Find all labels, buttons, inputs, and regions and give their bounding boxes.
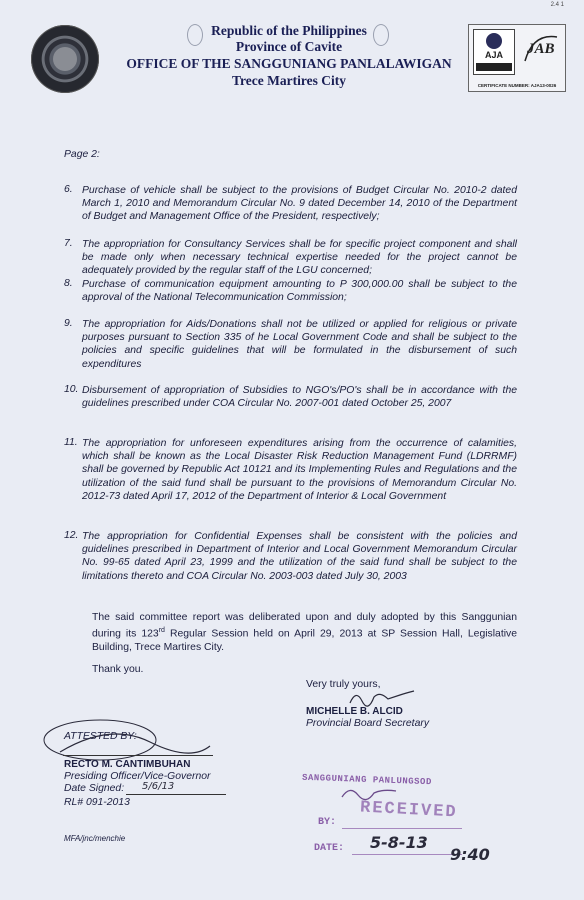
attested-signature-line bbox=[63, 755, 213, 756]
corner-mark: 2.4 1 bbox=[550, 2, 564, 8]
attested-title: Presiding Officer/Vice-Governor bbox=[64, 771, 211, 782]
stamp-by-label: BY: bbox=[318, 817, 337, 828]
closing-paragraph bbox=[64, 611, 517, 654]
item-number: 10. bbox=[64, 384, 79, 395]
thank-you: Thank you. bbox=[92, 664, 144, 675]
item-number: 12. bbox=[64, 530, 79, 541]
initials: MFA/jnc/menchie bbox=[64, 834, 126, 843]
jab-logo-icon bbox=[519, 31, 561, 69]
attested-name: RECTO M. CANTIMBUHAN bbox=[64, 759, 191, 770]
jab-label: JAB bbox=[527, 41, 555, 57]
item-number: 6. bbox=[64, 184, 73, 195]
stamp-date-label: DATE: bbox=[314, 843, 345, 854]
item-text: The appropriation for Aids/Donations shall not be utilized or applied for religious or private purposes pursuant to Section 335 of he Local Government Code and shall be subject to the policies and specific guidelines that will be formulated in the disbursement of such expenditures bbox=[82, 319, 517, 370]
closing-ordinal-suffix: rd bbox=[158, 627, 165, 635]
certification-badge bbox=[468, 24, 566, 92]
closing-part2: Regular Session held on April 29, 2013 at SP Session Hall, Legislative Building, Trece Martires City. bbox=[92, 628, 517, 653]
aja-label: AJA bbox=[484, 50, 503, 60]
header-republic: Republic of the Philippines bbox=[211, 23, 367, 38]
item-text: Disbursement of appropriation of Subsidies to NGO's/PO's shall be in accordance with the guidelines prescribed under COA Circular No. 2007-001 dated October 25, 2007 bbox=[82, 385, 517, 410]
item-text: The appropriation for Consultancy Services shall be for specific project component and shall be made only when necessary technical expertise needed for the project cannot be adequately provided by the regular staff of the LGU concerned; bbox=[82, 239, 517, 277]
closing-part1: The said committee report was deliberated upon and duly adopted by this Sanggunian during its 123 bbox=[92, 612, 517, 640]
provincial-seal-icon bbox=[31, 25, 99, 93]
attested-label: ATTESTED BY: bbox=[64, 731, 137, 742]
signatory-title: Provincial Board Secretary bbox=[306, 718, 430, 729]
header-office: OFFICE OF THE SANGGUNIANG PANLALAWIGAN bbox=[126, 56, 452, 71]
item-text: The appropriation for Confidential Expenses shall be consistent with the policies and guidelines prescribed in Department of Interior and Local Government Memorandum Circular No. 99-65 dated April 23, 1999 and the utilization of the said fund shall be subject to the limitations thereto and COA Circular No. 2003-003 dated July 30, 2003 bbox=[82, 531, 517, 582]
date-signed-value: 5/6/13 bbox=[142, 781, 175, 792]
header-province: Province of Cavite bbox=[235, 39, 343, 54]
item-number: 9. bbox=[64, 318, 73, 329]
closing-salutation: Very truly yours, bbox=[306, 679, 381, 690]
stamp-time-value: 9:40 bbox=[450, 845, 490, 864]
page-label: Page 2: bbox=[64, 149, 100, 160]
received-stamp bbox=[290, 772, 500, 870]
letterhead bbox=[110, 22, 468, 89]
certificate-number: CERTIFICATE NUMBER: AJA13-0026 bbox=[477, 83, 557, 88]
stamp-received: RECEIVED bbox=[359, 798, 459, 823]
item-number: 7. bbox=[64, 238, 73, 249]
stamp-office: SANGGUNIANG PANLUNGSOD bbox=[301, 772, 432, 788]
item-text: The appropriation for unforeseen expenditures arising from the occurrence of calamities, which shall be known as the Local Disaster Risk Reduction Management Fund (LDRRMF) shall be governed by Republic Act 10121 and its Implementing Rules and Regulations and the utilization of the said fund shall be pursuant to the provisions of Memorandum Circular No. 2012-73 dated April 17, 2012 of the Department of Interior & Local Government bbox=[82, 438, 517, 502]
rl-number: RL# 091-2013 bbox=[64, 797, 130, 808]
item-number: 8. bbox=[64, 278, 73, 289]
date-signed-line bbox=[126, 794, 226, 795]
aja-logo-icon bbox=[473, 29, 515, 75]
header-city: Trece Martires City bbox=[232, 73, 346, 88]
item-text: Purchase of communication equipment amounting to P 300,000.00 shall be subject to the approval of the National Telecommunication Commission; bbox=[82, 279, 517, 304]
item-number: 11. bbox=[64, 437, 78, 448]
date-signed-label: Date Signed: bbox=[64, 783, 125, 794]
stamp-initials-icon bbox=[340, 783, 400, 803]
item-text: Purchase of vehicle shall be subject to the provisions of Budget Circular No. 2010-2 dated March 1, 2010 and Memorandum Circular No. 9 dated December 14, 2010 of the Department of Budget and Management Office of the President, respectively; bbox=[82, 185, 517, 223]
stamp-date-value: 5-8-13 bbox=[370, 833, 428, 852]
signatory-name: MICHELLE B. ALCID bbox=[306, 706, 403, 717]
